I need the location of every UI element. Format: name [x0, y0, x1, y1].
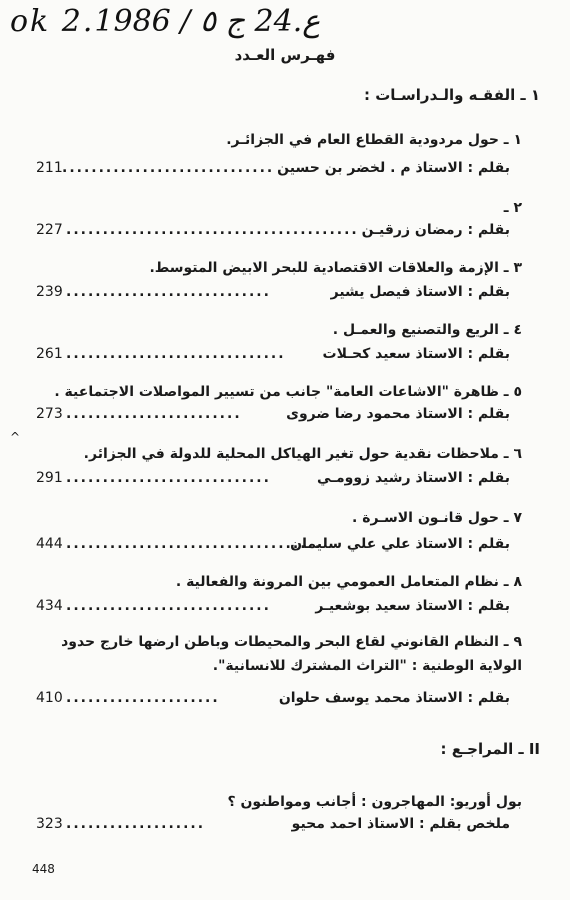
- entry-title-5: ٥ ـ ظاهرة "الاشاعات العامة" جانب من تسيير المواصلات الاجتماعية .: [54, 384, 522, 400]
- dot-leader: ........................: [66, 406, 242, 422]
- entry-title-1: ١ ـ حول مردودية القطاع العام في الجزائـر.: [226, 132, 522, 148]
- section-heading-2: II ـ المراجـع :: [440, 740, 540, 758]
- entry-page: 291: [36, 470, 63, 486]
- entry-author: بقلم : الاستاذ علي علي سليمان: [290, 536, 510, 552]
- entry-page: 261: [36, 346, 63, 362]
- entry-title-7: ٧ ـ حول قانـون الاسـرة .: [352, 510, 522, 526]
- reference-page: 323: [36, 816, 63, 832]
- entry-page: 273: [36, 406, 63, 422]
- handwritten-note: ok 2.ع.24 ج ٥ / 1986: [10, 4, 321, 39]
- entry-title-3: ٣ ـ الإزمة والعلاقات الاقتصادية للبحر الابيض المتوسط.: [149, 260, 522, 276]
- dot-leader: ............................: [66, 598, 271, 614]
- entry-line-6: [36, 470, 510, 492]
- entry-line-2: [36, 222, 510, 244]
- dot-leader: ..............................: [66, 346, 286, 362]
- entry-author: بقلم : الاستاذ م . لخضر بن حسين: [277, 160, 510, 176]
- dot-leader: ...................................: [66, 536, 323, 552]
- dot-leader: .....................: [66, 690, 220, 706]
- reference-author: ملخص بقلم : الاستاذ احمد محيو: [291, 816, 510, 832]
- entry-line-5: [36, 406, 510, 428]
- entry-author: بقلم : رمضان زرقيـن: [361, 222, 510, 238]
- entry-page: 410: [36, 690, 63, 706]
- dot-leader: .............................: [62, 160, 275, 176]
- entry-title-9: ٩ ـ النظام القانوني لقاع البحر والمحيطات وباطن ارضها خارج حدود الولاية الوطنية : "التراث المشترك للانسانية".: [61, 634, 522, 674]
- page-heading: فهـرس العـدد: [234, 46, 336, 64]
- entry-page: 444: [36, 536, 63, 552]
- entry-page: 239: [36, 284, 63, 300]
- entry-author: بقلم : الاستاذ محمد يوسف حلوان: [278, 690, 510, 706]
- entry-line-8: [36, 598, 510, 620]
- reference-title: بول أوريو: المهاجرون : أجانب ومواطنون ؟: [227, 794, 522, 810]
- entry-line-3: [36, 284, 510, 306]
- section-heading-1: ١ ـ الفقـه والـدراسـات :: [363, 86, 540, 104]
- entry-author: بقلم : الاستاذ سعيد كحـلات: [322, 346, 510, 362]
- entry-title-6: ٦ ـ ملاحظات نقدية حول تغير الهياكل المحلية للدولة في الجزائر.: [83, 446, 522, 462]
- entry-page: 434: [36, 598, 63, 614]
- entry-line-7: [36, 536, 510, 558]
- entry-title-2: ٢ ـ: [503, 200, 522, 216]
- margin-mark: ^: [10, 430, 21, 444]
- dot-leader: ............................: [66, 284, 271, 300]
- entry-page: 227: [36, 222, 63, 238]
- entry-author: بقلم : الاستاذ فيصل يشير: [330, 284, 510, 300]
- entry-title-8: ٨ ـ نظام المتعامل العمومي بين المرونة والفعالية .: [175, 574, 522, 590]
- entry-line-1: [36, 160, 510, 182]
- dot-leader: ...................: [66, 816, 206, 832]
- dot-leader: ............................: [66, 470, 271, 486]
- entry-author: بقلم : الاستاذ سعيد بوشعيـر: [315, 598, 510, 614]
- entry-author: بقلم : الاستاذ محمود رضا ضروى: [286, 406, 510, 422]
- entry-line-9: [36, 690, 510, 712]
- dot-leader: ........................................: [66, 222, 359, 238]
- entry-page: 211: [36, 160, 63, 176]
- entry-author: بقلم : الاستاذ رشيد زوومـي: [317, 470, 510, 486]
- entry-line-4: [36, 346, 510, 368]
- page-number: 448: [32, 862, 55, 876]
- entry-title-4: ٤ ـ الريع والتصنيع والعمـل .: [332, 322, 522, 338]
- reference-line: [36, 816, 510, 838]
